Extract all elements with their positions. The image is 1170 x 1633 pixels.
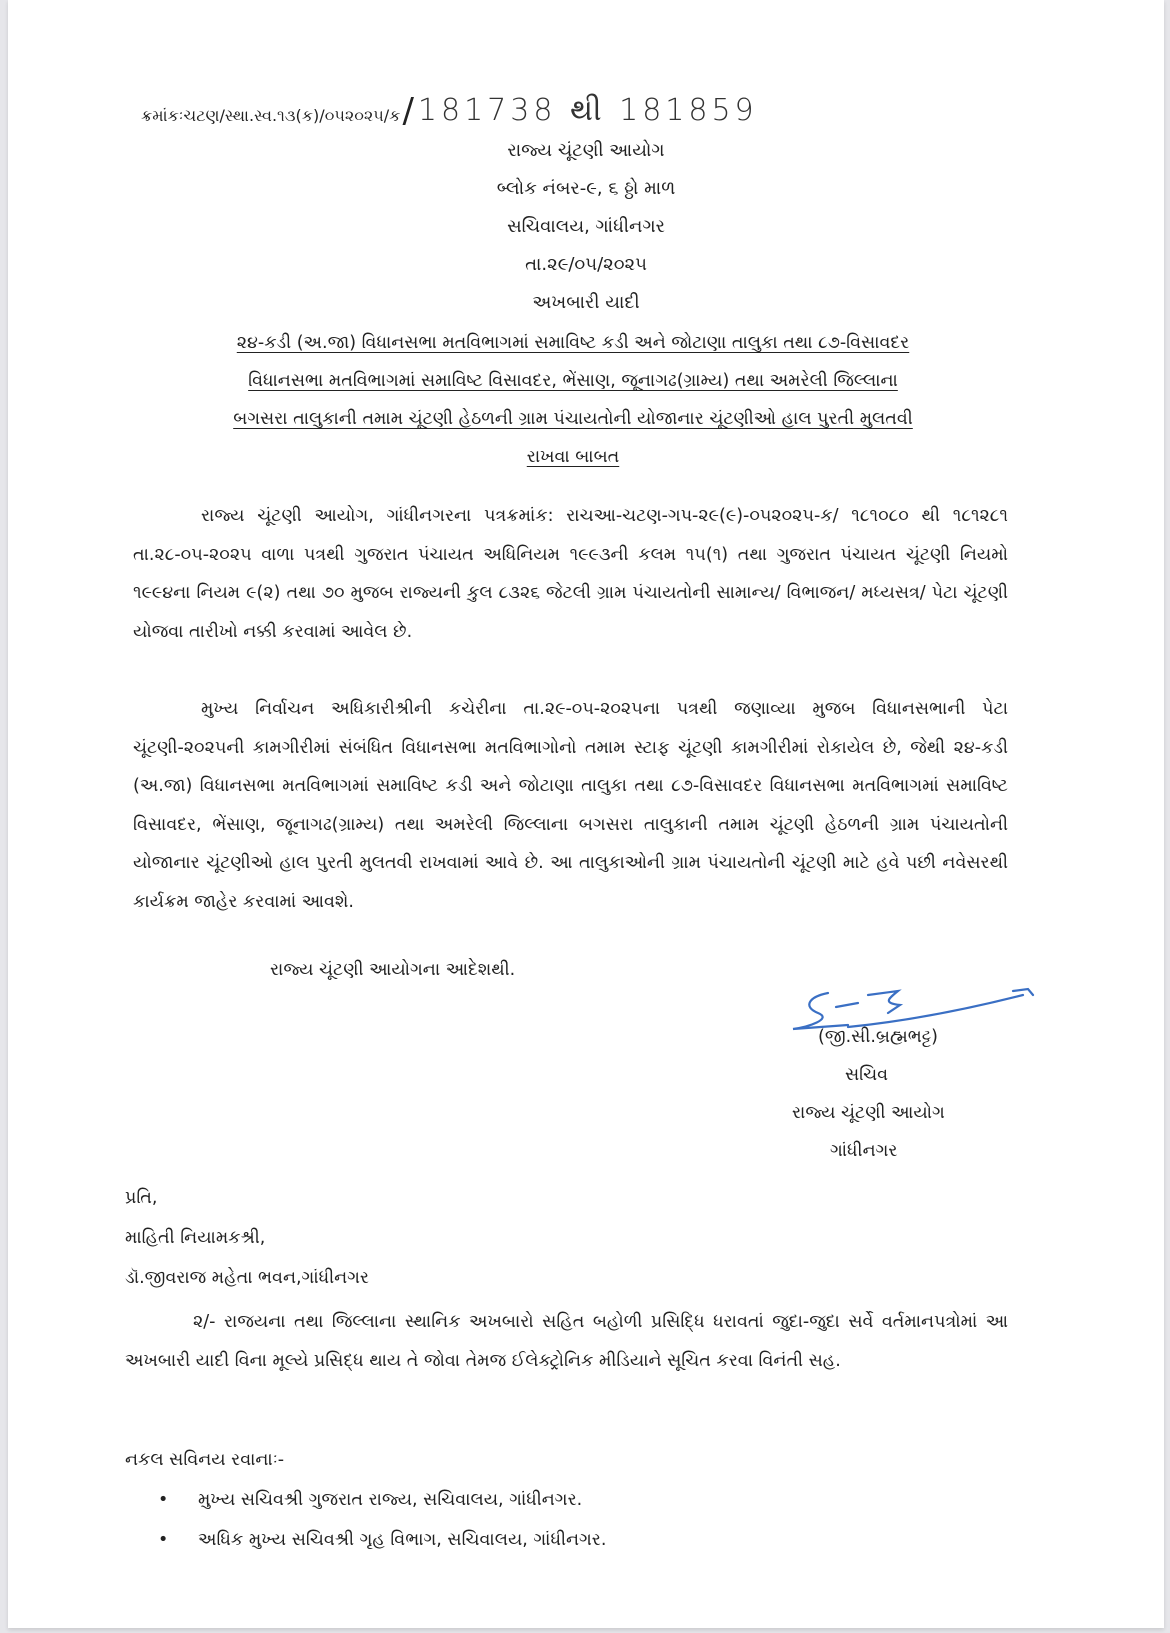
recipient-address: ડૉ.જીવરાજ મહેતા ભવન,ગાંધીનગર [125, 1268, 369, 1288]
copy-to-heading: નકલ સવિનય રવાનાઃ- [125, 1450, 285, 1470]
bullet-icon: • [158, 1490, 169, 1510]
reference-printed: ક્રમાંકઃચટણ/સ્થા.સ્વ.૧૩(ક)/૦૫૨૦૨૫/ક [141, 106, 401, 125]
recipient-name: માહિતી નિયામકશ્રી, [125, 1228, 266, 1248]
subject-line: રાખવા બાબત [526, 447, 620, 467]
copy-to-item-text: અધિક મુખ્ય સચિવશ્રી ગૃહ વિભાગ, સચિવાલય, ગાંધીનગર. [198, 1530, 607, 1550]
reference-number [141, 91, 758, 131]
bullet-icon: • [158, 1530, 169, 1550]
subject-line: ૨૪-કડી (અ.જા) વિધાનસભા મતવિભાગમાં સમાવિષ્ટ કડી અને જોટાણા તાલુકા તથા ૮૭-વિસાવદર [236, 333, 910, 353]
reference-handwritten-range: 181738 થી 181859 [417, 93, 758, 128]
copy-to-item [158, 1490, 582, 1510]
subject-line: વિધાનસભા મતવિભાગમાં સમાવિષ્ટ વિસાવદર, ભેંસાણ, જૂનાગઢ(ગ્રામ્ય) તથા અમરેલી જિલ્લાના [248, 371, 898, 391]
signatory-place: ગાંધીનગર [830, 1141, 898, 1161]
reference-slash: / [402, 91, 414, 131]
signatory-office: રાજ્ય ચૂંટણી આયોગ [792, 1103, 945, 1123]
address-line-2: સચિવાલય, ગાંધીનગર [507, 216, 665, 237]
recipient-to: પ્રતિ, [125, 1188, 158, 1208]
publication-request: ૨/- રાજયના તથા જિલ્લાના સ્થાનિક અખબારો સહિત બહોળી પ્રસિદ્ધિ ધરાવતાં જુદા-જુદા સર્વે વર્તમાનપત્રોમાં આ અખબારી યાદી વિના મૂલ્યે પ્રસિદ્ધ થાય તે જોવા તેમજ ઈલેક્ટ્રોનિક મીડિયાને સૂચિત કરવા વિનંતી સહ. [125, 1312, 1008, 1371]
document-type: અખબારી યાદી [532, 292, 640, 313]
order-line: રાજ્ય ચૂંટણી આયોગના આદેશથી. [270, 960, 516, 980]
document-date: તા.૨૯/૦૫/૨૦૨૫ [525, 254, 647, 275]
subject-line: બગસરા તાલુકાની તમામ ચૂંટણી હેઠળની ગ્રામ પંચાયતોની યોજાનાર ચૂંટણીઓ હાલ પુરતી મુલતવી [233, 409, 913, 429]
office-name: રાજ્ય ચૂંટણી આયોગ [507, 140, 665, 161]
document-page [8, 0, 1164, 1628]
body-paragraph-2: મુખ્ય નિર્વાચન અધિકારીશ્રીની કચેરીના તા.૨૯-૦૫-૨૦૨૫ના પત્રથી જણાવ્યા મુજબ વિધાનસભાની પેટા ચૂંટણી-૨૦૨૫ની કામગીરીમાં સંબંધિત વિધાનસભા મતવિભાગોનો તમામ સ્ટાફ ચૂંટણી કામગીરીમાં રોકાયેલ છે, જેથી ૨૪-કડી (અ.જા) વિધાનસભા મતવિભાગમાં સમાવિષ્ટ કડી અને જોટાણા તાલુકા તથા ૮૭-વિસાવદર વિધાનસભા મતવિભાગમાં સમાવિષ્ટ વિસાવદર, ભેંસાણ, જૂનાગઢ(ગ્રામ્ય) તથા અમરેલી જિલ્લાના બગસરા તાલુકાની તમામ ચૂંટણી હેઠળની ગ્રામ પંચાયતોની યોજાનાર ચૂંટણીઓ હાલ પુરતી મુલતવી રાખવામાં આવે છે. આ તાલુકાઓની ગ્રામ પંચાયતોની ચૂંટણી માટે હવે પછી નવેસરથી કાર્યક્રમ જાહેર કરવામાં આવશે. [133, 699, 1008, 912]
body-paragraph-1: રાજ્ય ચૂંટણી આયોગ, ગાંધીનગરના પત્રક્રમાંક: રાચઆ-ચટણ-ગપ-૨૯(૯)-૦૫૨૦૨૫-ક/ ૧૮૧૦૮૦ થી ૧૮૧૨૮૧ તા.૨૮-૦૫-૨૦૨૫ વાળા પત્રથી ગુજરાત પંચાયત અધિનિયમ ૧૯૯૩ની કલમ ૧૫(૧) તથા ગુજરાત પંચાયત ચૂંટણી નિયમો ૧૯૯૪ના નિયમ ૯(૨) તથા ૭૦ મુજબ રાજ્યની કુલ ૮૩૨૬ જેટલી ગ્રામ પંચાયતોની સામાન્ય/ વિભાજન/ મધ્યસત્ર/ પેટા ચૂંટણી યોજવા તારીખો નક્કી કરવામાં આવેલ છે. [133, 506, 1008, 642]
signatory-name: (જી.સી.બ્રહ્મભટ્ટ) [818, 1027, 939, 1047]
signatory-designation: સચિવ [845, 1065, 889, 1085]
address-line-1: બ્લોક નંબર-૯, ૬ ઠ્ઠો માળ [496, 178, 676, 199]
copy-to-item [158, 1530, 606, 1550]
copy-to-item-text: મુખ્ય સચિવશ્રી ગુજરાત રાજ્ય, સચિવાલય, ગાંધીનગર. [198, 1490, 583, 1510]
